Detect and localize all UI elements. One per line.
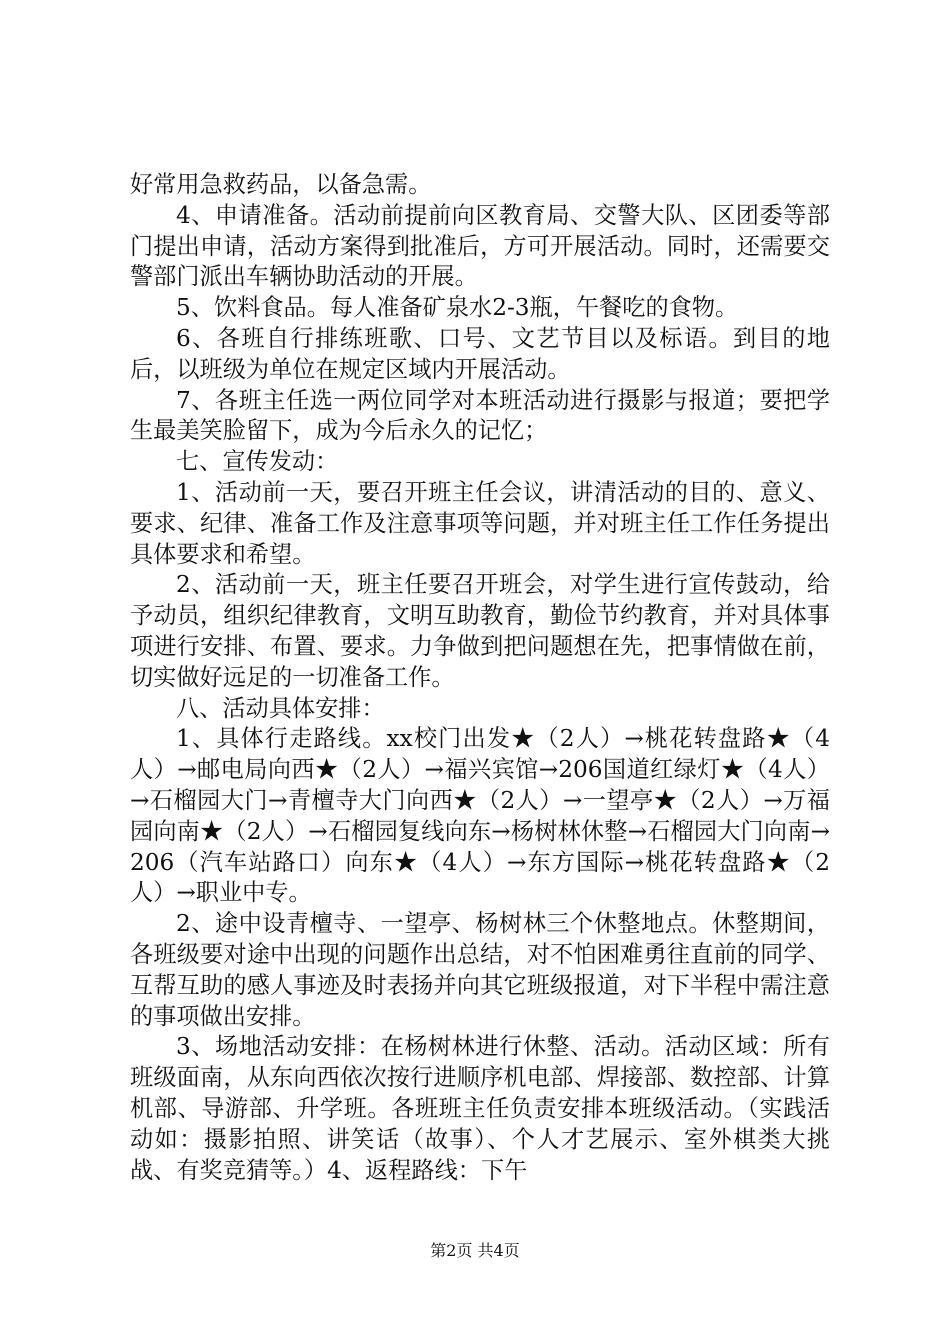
paragraph-class-rehearsal: 6、各班自行排练班歌、口号、文艺节目以及标语。到目的地后，以班级为单位在规定区域内开展活动。 [130,324,830,383]
paragraph-teacher-meeting: 1、活动前一天，要召开班主任会议，讲清活动的目的、意义、要求、纪律、准备工作及注意事项等问题，并对班主任工作任务提出具体要求和希望。 [130,478,830,568]
paragraph-walking-route: 1、具体行走路线。xx校门出发★（2人）→桃花转盘路★（4人）→邮电局向西★（2人）→福兴宾馆→206国道红绿灯★（4人）→石榴园大门→青檀寺大门向西★（2人）→一望亭★（2人）→万福园向南★（2人）→石榴园复线向东→杨树林休整→石榴园大门向南→206（汽车站路口）向东★（4人）→东方国际→桃花转盘路★（2人）→职业中专。 [130,725,830,907]
document-body [130,170,830,1186]
paragraph-application-preparation: 4、申请准备。活动前提前向区教育局、交警大队、区团委等部门提出申请，活动方案得到批准后，方可开展活动。同时，还需要交警部门派出车辆协助活动的开展。 [130,201,830,291]
paragraph-photography: 7、各班主任选一两位同学对本班活动进行摄影与报道；要把学生最美笑脸留下，成为今后永久的记忆； [130,386,830,445]
paragraph-class-meeting: 2、活动前一天，班主任要召开班会，对学生进行宣传鼓动，给予动员，组织纪律教育，文明互助教育，勤俭节约教育，并对具体事项进行安排、布置、要求。力争做到把问题想在先，把事情做在前，切实做好远足的一切准备工作。 [130,571,830,691]
section-heading-publicity: 七、宣传发动： [176,448,339,476]
section-heading-arrangements: 八、活动具体安排： [176,694,385,722]
paragraph-venue-activities: 3、场地活动安排：在杨树林进行休整、活动。活动区域：所有班级面南，从东向西依次按行进顺序机电部、焊接部、数控部、计算机部、导游部、升学班。各班班主任负责安排本班级活动。（实践活动如：摄影拍照、讲笑话（故事）、个人才艺展示、室外棋类大挑战、有奖竞猜等。）4、返程路线：下午 [130,1033,830,1184]
paragraph-continuation: 好常用急救药品，以备急需。 [130,171,432,198]
paragraph-rest-points: 2、途中设青檀寺、一望亭、杨树林三个休整地点。休整期间，各班级要对途中出现的问题作出总结，对不怕困难勇往直前的同学、互帮互助的感人事迹及时表扬并向其它班级报道，对下半程中需注意的事项做出安排。 [130,910,830,1030]
paragraph-food-drinks: 5、饮料食品。每人准备矿泉水2-3瓶，午餐吃的食物。 [176,294,739,322]
page-footer: 第2页 共4页 [430,1241,520,1260]
